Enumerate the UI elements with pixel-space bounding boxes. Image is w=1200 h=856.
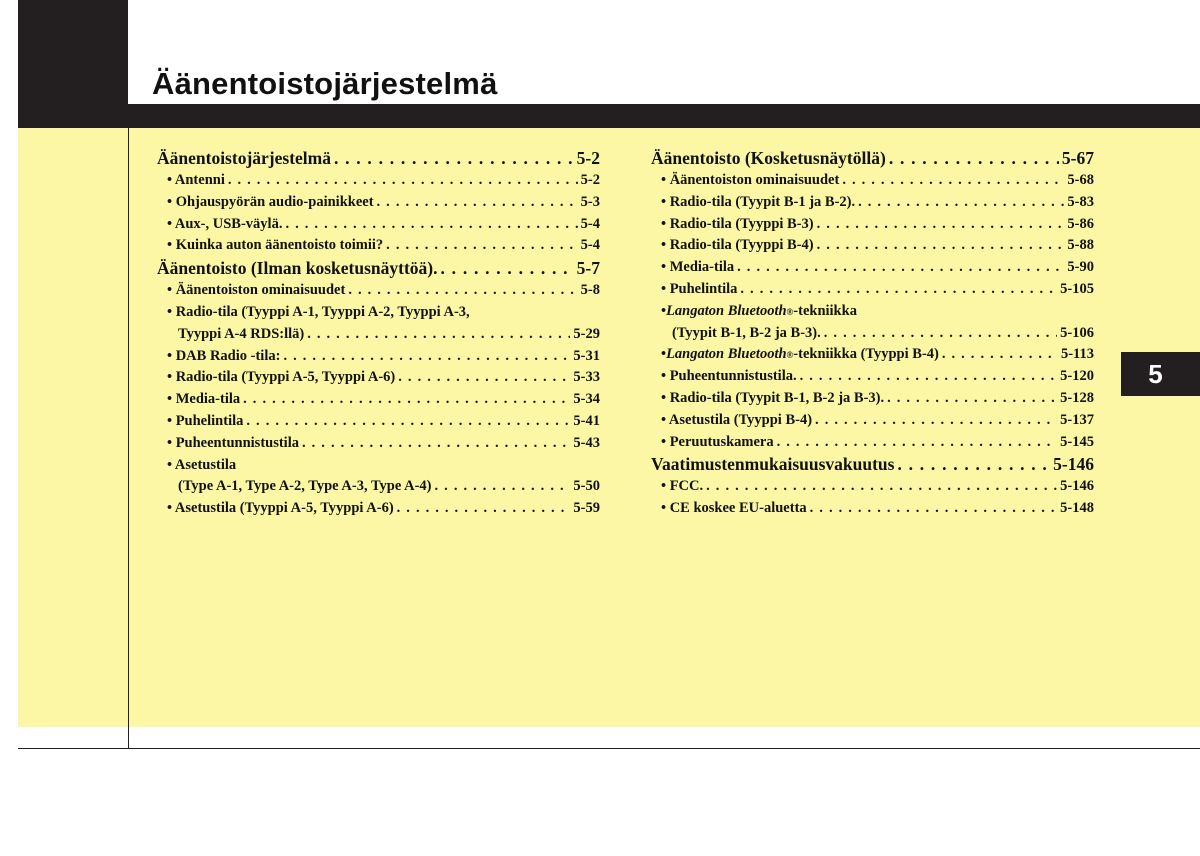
toc-entry[interactable]: • Asetustila (Tyyppi A-5, Tyyppi A-6) . . . 5-59 xyxy=(157,498,600,520)
toc-entry[interactable]: (Type A-1, Type A-2, Type A-3, Type A-4) . . . 5-50 xyxy=(157,476,600,498)
toc-entry[interactable]: • Langaton Bluetooth ® -tekniikka (Tyyppi B-4) . . . 5-113 xyxy=(651,344,1094,366)
toc-entry[interactable]: • Radio-tila (Tyyppi B-4) . . . 5-88 xyxy=(651,235,1094,257)
toc-entry[interactable]: • Media-tila . . . 5-90 xyxy=(651,257,1094,279)
toc-right-column xyxy=(651,147,1094,520)
toc-entry[interactable]: • Aux-, USB-väylä. . . . 5-4 xyxy=(157,214,600,236)
toc-entry[interactable]: • Äänentoiston ominaisuudet . . . 5-68 xyxy=(651,170,1094,192)
toc-entry[interactable]: • Kuinka auton äänentoisto toimii? . . . 5-4 xyxy=(157,235,600,257)
toc-entry[interactable]: • Puhelintila . . . 5-105 xyxy=(651,279,1094,301)
toc-entry[interactable]: (Tyypit B-1, B-2 ja B-3). . . . 5-106 xyxy=(651,323,1094,345)
toc-entry[interactable]: • Peruutuskamera . . . 5-145 xyxy=(651,432,1094,454)
toc-entry[interactable]: • CE koskee EU-aluetta . . . 5-148 xyxy=(651,498,1094,520)
toc-entry[interactable]: Äänentoisto (Kosketusnäytöllä) . . . 5-67 xyxy=(651,147,1094,170)
toc-entry[interactable]: • Ohjauspyörän audio-painikkeet . . . 5-3 xyxy=(157,192,600,214)
toc-entry[interactable]: • Radio-tila (Tyyppi A-5, Tyyppi A-6) . . . 5-33 xyxy=(157,367,600,389)
toc-entry[interactable]: • Radio-tila (Tyypit B-1, B-2 ja B-3). . . . 5-128 xyxy=(651,388,1094,410)
chapter-tab[interactable]: 5 xyxy=(1121,352,1200,396)
toc-entry[interactable]: Tyyppi A-4 RDS:llä) . . . 5-29 xyxy=(157,324,600,346)
margin-rule xyxy=(128,128,129,749)
footer-rule xyxy=(18,748,1200,749)
toc-entry[interactable]: • DAB Radio -tila: . . . 5-31 xyxy=(157,346,600,368)
toc-entry[interactable]: • Äänentoiston ominaisuudet . . . 5-8 xyxy=(157,280,600,302)
toc-entry[interactable]: Äänentoistojärjestelmä . . . 5-2 xyxy=(157,147,600,170)
toc-entry[interactable]: Äänentoisto (Ilman kosketusnäyttöä). . . . 5-7 xyxy=(157,257,600,280)
toc-entry[interactable]: • Asetustila (Tyyppi B-4) . . . 5-137 xyxy=(651,410,1094,432)
header-block xyxy=(18,0,128,128)
page-title: Äänentoistojärjestelmä xyxy=(152,66,498,101)
toc-entry[interactable]: • Media-tila . . . 5-34 xyxy=(157,389,600,411)
toc-entry[interactable]: Vaatimustenmukaisuusvakuutus . . . 5-146 xyxy=(651,453,1094,476)
toc-entry[interactable]: • Asetustila xyxy=(167,456,237,473)
toc-entry[interactable]: • Radio-tila (Tyyppi B-3) . . . 5-86 xyxy=(651,214,1094,236)
toc-entry[interactable]: • Puhelintila . . . 5-41 xyxy=(157,411,600,433)
toc-entry[interactable]: • Puheentunnistustila. . . . 5-120 xyxy=(651,366,1094,388)
toc-entry[interactable]: • Radio-tila (Tyypit B-1 ja B-2). . . . 5-83 xyxy=(651,192,1094,214)
toc-entry[interactable]: • Langaton Bluetooth ® -tekniikka xyxy=(661,302,857,319)
toc-entry[interactable]: • Antenni . . . 5-2 xyxy=(157,170,600,192)
toc-left-column xyxy=(157,147,600,520)
toc-entry[interactable]: • Puheentunnistustila . . . 5-43 xyxy=(157,433,600,455)
toc-entry[interactable]: • Radio-tila (Tyyppi A-1, Tyyppi A-2, Tyyppi A-3, xyxy=(167,303,470,320)
toc-entry[interactable]: • FCC. . . . 5-146 xyxy=(651,476,1094,498)
title-rule xyxy=(128,104,1200,128)
